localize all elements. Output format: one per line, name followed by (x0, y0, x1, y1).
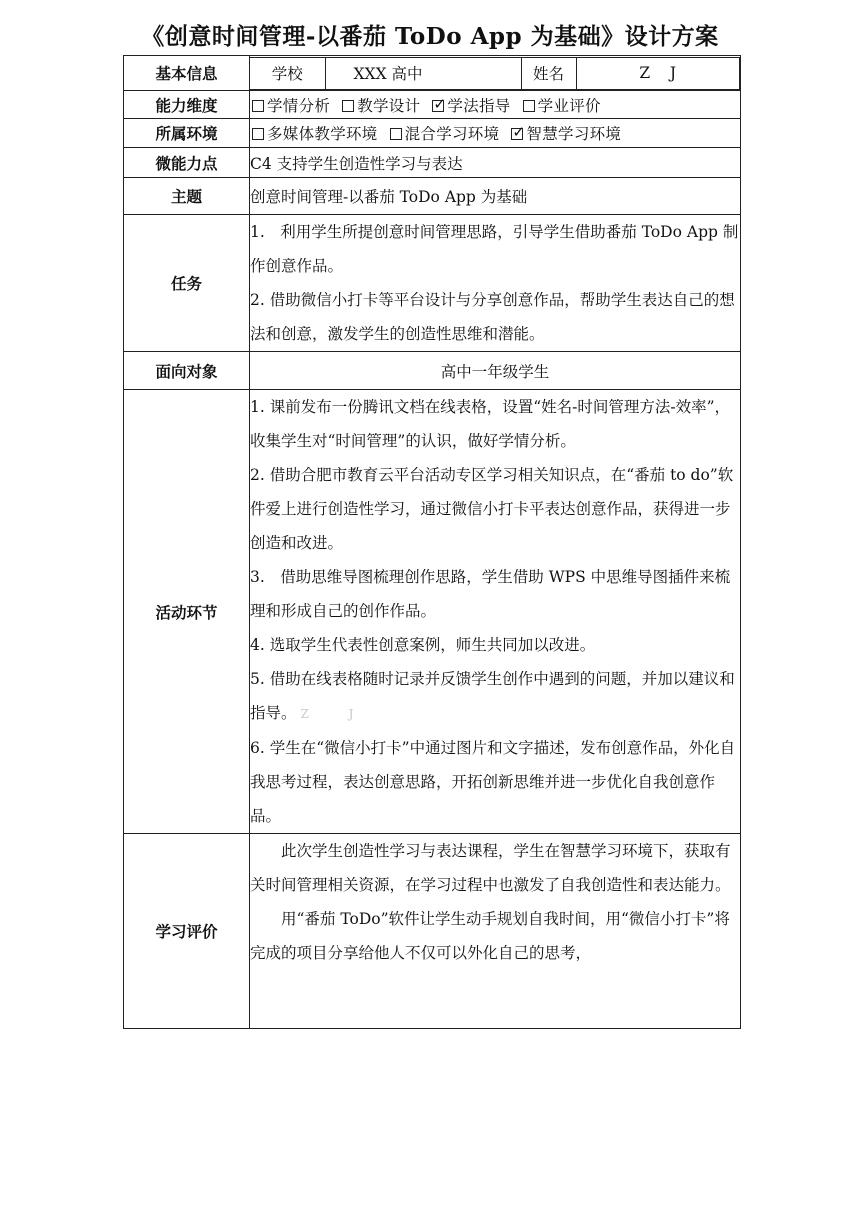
checkbox-ability-0[interactable] (252, 100, 264, 112)
checkbox-env-2[interactable] (511, 128, 523, 140)
label-activities: 活动环节 (124, 390, 250, 834)
activity-item-1: 1. 课前发布一份腾讯文档在线表格，设置“姓名-时间管理方法-效率”，收集学生对“时间管理”的认识，做好学情分析。 (250, 398, 731, 450)
activity-item-5: 5. 借助在线表格随时记录并反馈学生创作中遇到的问题，并加以建议和指导。 (250, 670, 735, 722)
label-ability: 能力维度 (124, 91, 250, 119)
evaluation-para-2: 用“番茄 ToDo”软件让学生动手规划自我时间，用“微信小打卡”将完成的项目分享给他人不仅可以外化自己的思考， (250, 910, 730, 962)
label-task: 任务 (124, 215, 250, 352)
row-ability (124, 91, 741, 119)
row-micro-ability (124, 148, 741, 178)
row-environment (124, 119, 741, 148)
label-basic-info: 基本信息 (124, 56, 250, 91)
ability-option-3: 学业评价 (537, 96, 601, 115)
activity-item-6: 6. 学生在“微信小打卡”中通过图片和文字描述，发布创意作品，外化自我思考过程，表达创意思路，开拓创新思维并进一步优化自我创意作品。 (250, 739, 736, 825)
ability-options (250, 91, 741, 119)
name-value: Z J (576, 57, 740, 89)
row-task (124, 215, 741, 352)
checkbox-ability-2[interactable] (432, 100, 444, 112)
task-item-2: 2. 借助微信小打卡等平台设计与分享创意作品，帮助学生表达自己的想法和创意，激发学生的创造性思维和潜能。 (250, 291, 735, 343)
design-plan-table (123, 55, 741, 1029)
row-basic-info (124, 56, 741, 91)
activity-item-3: 3. 借助思维导图梳理创作思路，学生借助 WPS 中思维导图插件来梳理和形成自己的创作作品。 (250, 568, 731, 620)
task-item-1: 1. 利用学生所提创意时间管理思路，引导学生借助番茄 ToDo App 制作创意作品。 (250, 223, 739, 275)
ability-option-0: 学情分析 (267, 96, 331, 115)
ability-option-2: 学法指导 (447, 96, 511, 115)
document-title: 《创意时间管理-以番茄 ToDo App 为基础》设计方案 (141, 23, 719, 50)
row-theme (124, 178, 741, 215)
checkbox-ability-1[interactable] (342, 100, 354, 112)
row-activities (124, 390, 741, 834)
theme-value: 创意时间管理-以番茄 ToDo App 为基础 (250, 178, 741, 215)
env-option-2: 智慧学习环境 (526, 125, 622, 143)
label-environment: 所属环境 (124, 119, 250, 148)
activity-watermark: Z J (300, 707, 372, 721)
audience-value: 高中一年级学生 (250, 352, 741, 390)
checkbox-env-0[interactable] (252, 128, 264, 140)
activity-item-2: 2. 借助合肥市教育云平台活动专区学习相关知识点，在“番茄 to do”软件爱上进行创造性学习，通过微信小打卡平表达创意作品，获得进一步创造和改进。 (250, 466, 734, 552)
environment-options (250, 119, 741, 148)
ability-option-1: 教学设计 (357, 96, 421, 115)
school-value: XXX 高中 (325, 57, 521, 89)
micro-ability-value: C4 支持学生创造性学习与表达 (250, 148, 741, 178)
name-label: 姓名 (521, 57, 576, 89)
label-evaluation: 学习评价 (124, 834, 250, 1029)
label-audience: 面向对象 (124, 352, 250, 390)
school-label: 学校 (250, 57, 325, 89)
label-theme: 主题 (124, 178, 250, 215)
env-option-0: 多媒体教学环境 (267, 125, 378, 143)
evaluation-para-1: 此次学生创造性学习与表达课程，学生在智慧学习环境下，获取有关时间管理相关资源，在学习过程中也激发了自我创造性和表达能力。 (250, 842, 731, 894)
row-audience (124, 352, 741, 390)
env-option-1: 混合学习环境 (404, 125, 500, 143)
checkbox-ability-3[interactable] (523, 100, 535, 112)
row-evaluation (124, 834, 741, 1029)
checkbox-env-1[interactable] (390, 128, 402, 140)
activity-item-4: 4. 选取学生代表性创意案例，师生共同加以改进。 (250, 636, 596, 654)
label-micro-ability: 微能力点 (124, 148, 250, 178)
